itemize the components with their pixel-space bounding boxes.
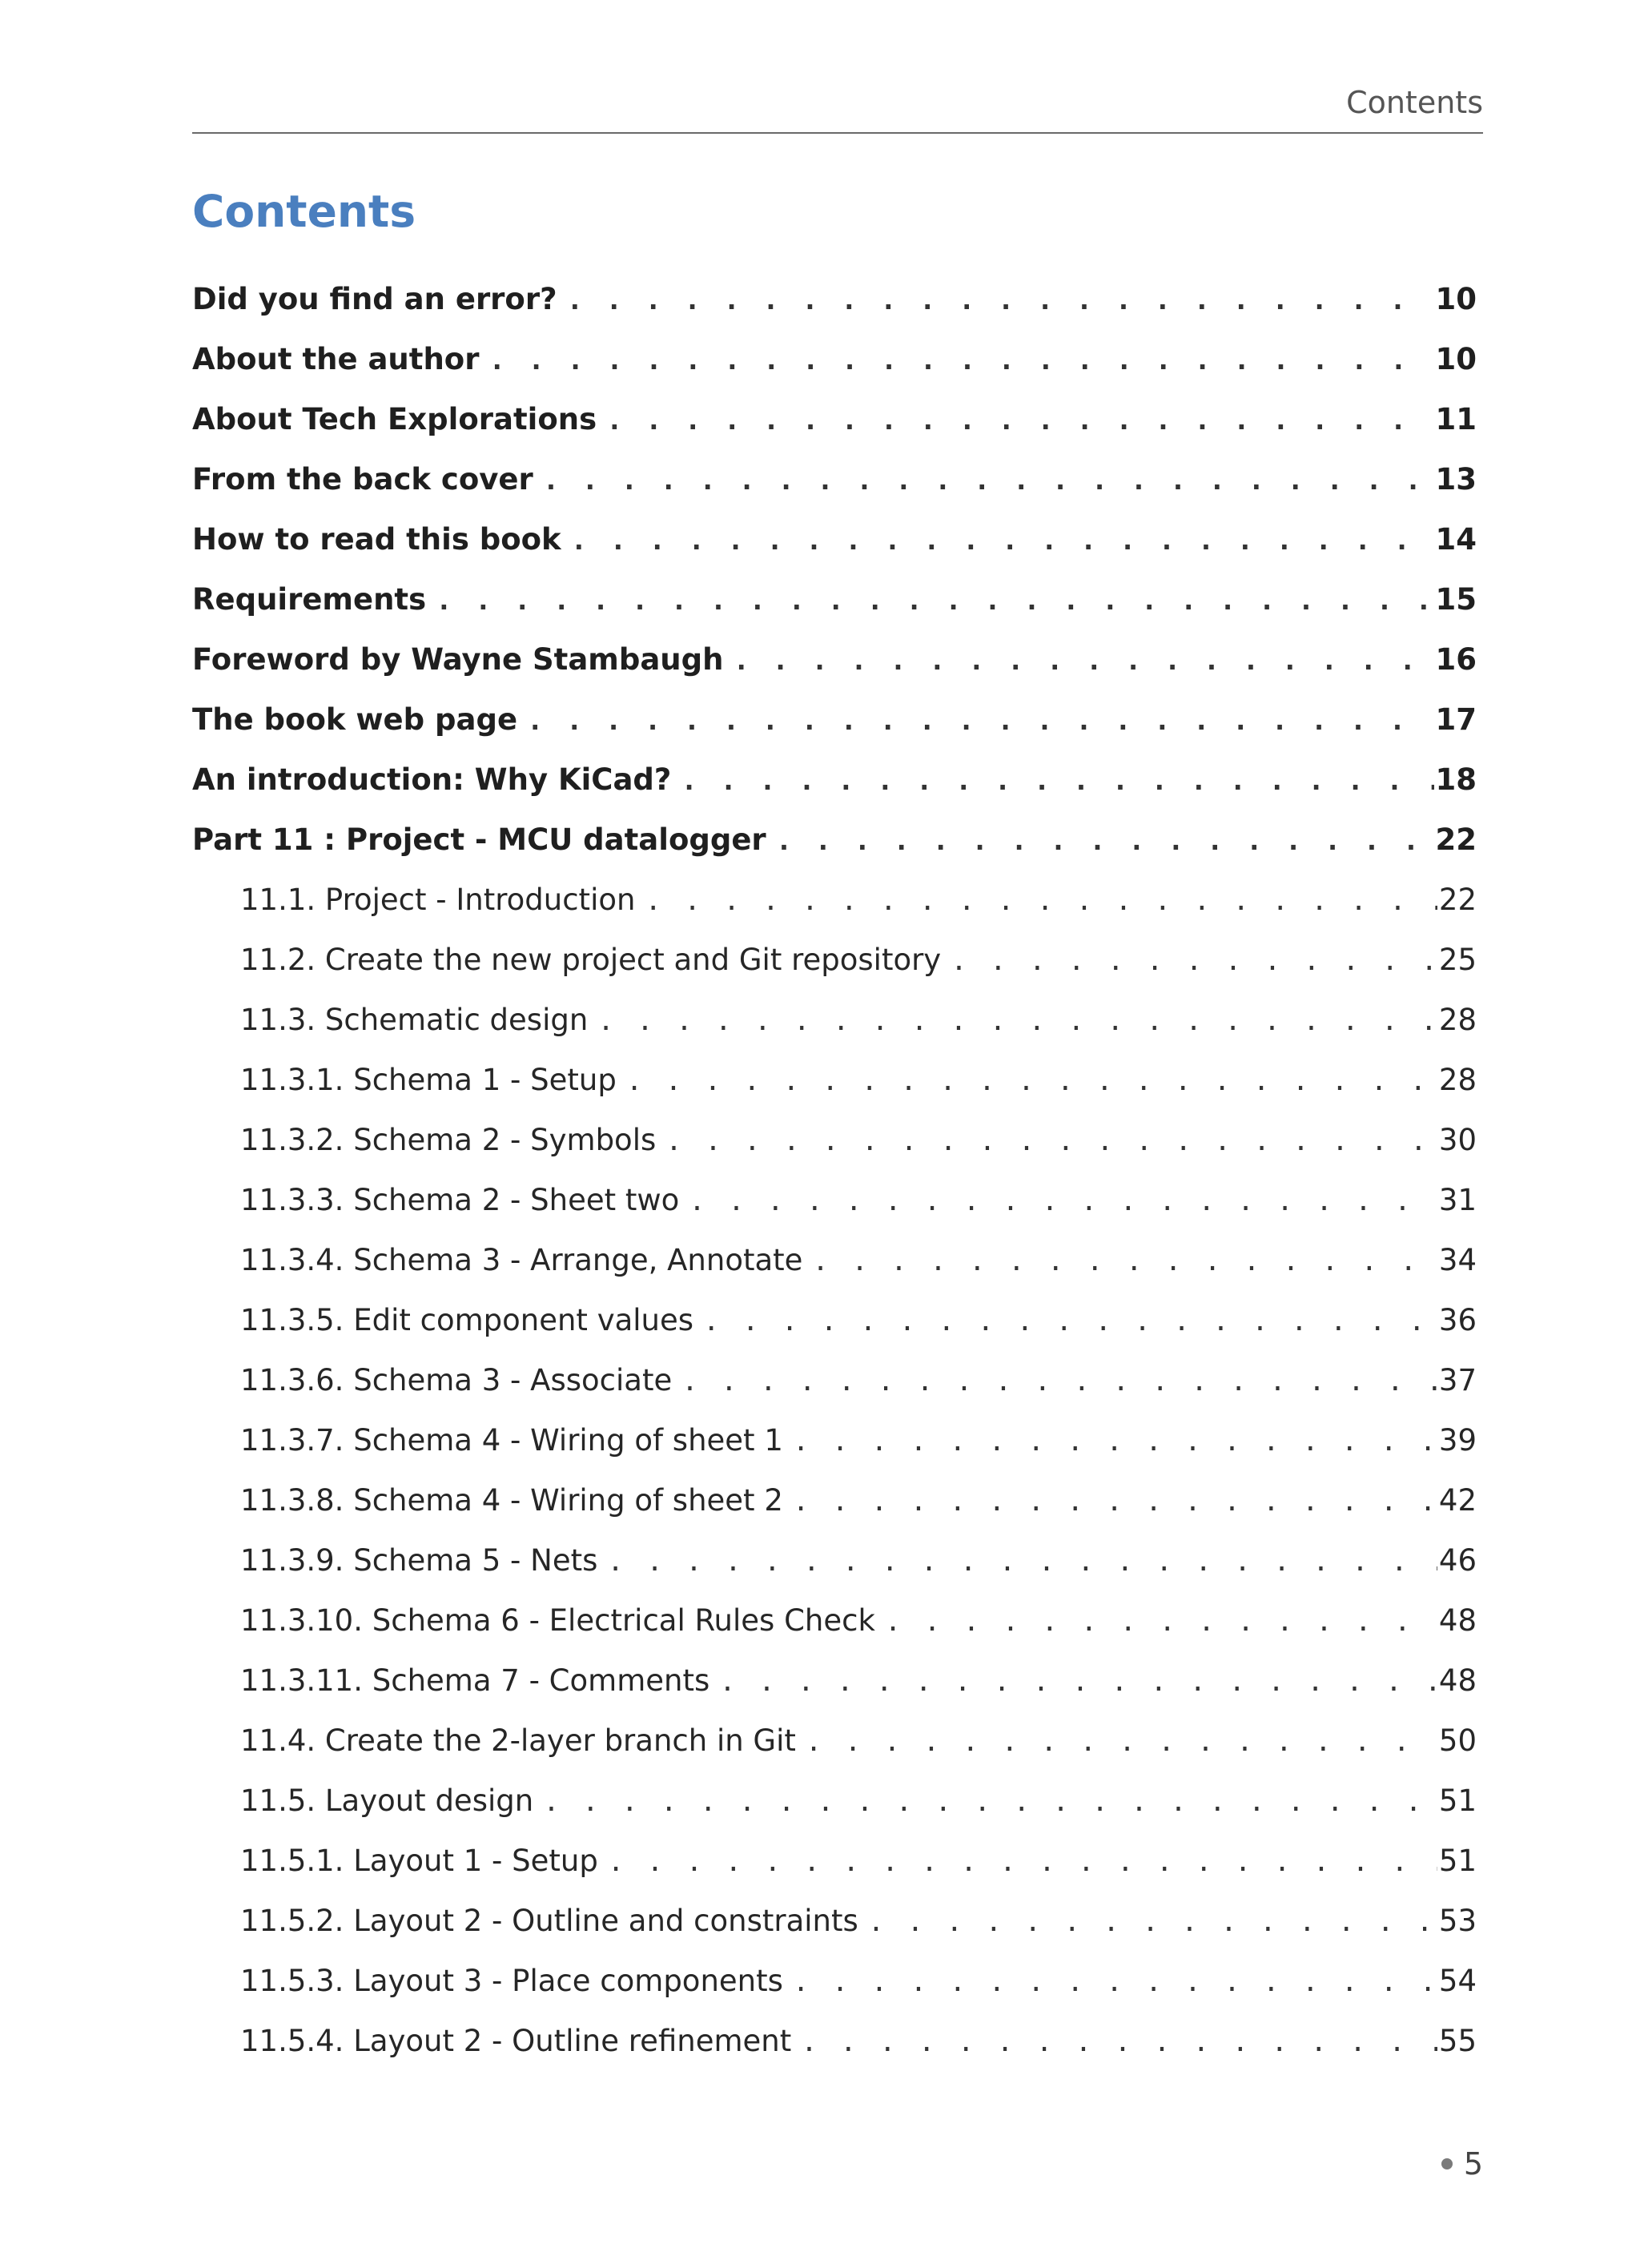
toc-entry-title: 11.5.1. Layout 1 - Setup — [240, 1844, 598, 1878]
running-header: Contents — [1346, 85, 1483, 120]
toc-entry-page: 54 — [1438, 1964, 1477, 1998]
toc-entry[interactable] — [192, 1777, 1477, 1837]
toc-entry[interactable] — [192, 1056, 1477, 1116]
toc-entry-title: 11.3.8. Schema 4 - Wiring of sheet 2 — [240, 1483, 783, 1518]
toc-entry-page: 37 — [1438, 1363, 1477, 1397]
dot-leader — [607, 1538, 1437, 1586]
dot-leader — [885, 1598, 1437, 1646]
toc-entry[interactable] — [192, 396, 1477, 456]
page-footer — [1441, 2146, 1483, 2182]
toc-entry-title: 11.2. Create the new project and Git repository — [240, 943, 942, 977]
toc-entry-title: 11.3.7. Schema 4 - Wiring of sheet 1 — [240, 1423, 783, 1458]
toc-entry-page: 28 — [1438, 1003, 1477, 1037]
toc-entry-page: 16 — [1435, 642, 1477, 677]
toc-entry[interactable] — [192, 1717, 1477, 1777]
dot-leader — [689, 1177, 1437, 1225]
toc-entry-title: From the back cover — [192, 462, 533, 497]
header-rule — [192, 132, 1483, 134]
toc-entry-page: 51 — [1438, 1783, 1477, 1818]
toc-entry-title: 11.5.2. Layout 2 - Outline and constraints — [240, 1904, 858, 1938]
page-number: 5 — [1463, 2146, 1483, 2182]
dot-leader — [626, 1057, 1437, 1105]
toc-entry-page: 39 — [1438, 1423, 1477, 1458]
toc-entry-title: 11.5.4. Layout 2 - Outline refinement — [240, 2024, 792, 2058]
toc-entry-title: Did you find an error? — [192, 282, 557, 316]
dot-leader — [571, 517, 1434, 565]
dot-leader — [793, 1478, 1437, 1526]
dot-leader — [608, 1838, 1437, 1886]
toc-entry[interactable] — [192, 2017, 1477, 2077]
bullet-icon — [1441, 2158, 1453, 2169]
toc-entry-page: 50 — [1438, 1723, 1477, 1758]
toc-entry-page: 13 — [1435, 462, 1477, 497]
toc-entry[interactable] — [192, 696, 1477, 756]
toc-entry[interactable] — [192, 1957, 1477, 2017]
toc-entry[interactable] — [192, 1357, 1477, 1417]
toc-entry[interactable] — [192, 1237, 1477, 1297]
page-title: Contents — [192, 186, 416, 237]
toc-entry[interactable] — [192, 456, 1477, 516]
dot-leader — [543, 1778, 1437, 1826]
toc-entry[interactable] — [192, 1176, 1477, 1237]
dot-leader — [543, 456, 1434, 505]
toc-entry-page: 17 — [1435, 702, 1477, 737]
dot-leader — [812, 1237, 1437, 1285]
toc-entry-page: 18 — [1435, 762, 1477, 797]
dot-leader — [868, 1898, 1437, 1946]
toc-entry-title: Requirements — [192, 582, 427, 617]
toc-entry-title: About the author — [192, 342, 480, 376]
dot-leader — [703, 1297, 1437, 1345]
toc-entry[interactable] — [192, 936, 1477, 996]
toc-entry[interactable] — [192, 1537, 1477, 1597]
toc-entry[interactable] — [192, 1297, 1477, 1357]
toc-entry-title: 11.3.5. Edit component values — [240, 1303, 694, 1337]
toc-entry[interactable] — [192, 996, 1477, 1056]
toc-entry-page: 10 — [1435, 342, 1477, 376]
toc-entry-title: 11.3.9. Schema 5 - Nets — [240, 1543, 598, 1578]
toc-entry[interactable] — [192, 1837, 1477, 1897]
dot-leader — [733, 637, 1433, 685]
toc-entry-title: Foreword by Wayne Stambaugh — [192, 642, 724, 677]
toc-entry-page: 53 — [1438, 1904, 1477, 1938]
toc-entry-page: 46 — [1438, 1543, 1477, 1578]
dot-leader — [951, 937, 1437, 985]
dot-leader — [567, 276, 1434, 324]
dot-leader — [801, 2018, 1437, 2066]
toc-entry[interactable] — [192, 1657, 1477, 1717]
toc-entry-title: Part 11 : Project - MCU datalogger — [192, 822, 766, 857]
toc-entry[interactable] — [192, 1116, 1477, 1176]
toc-entry-title: 11.3.4. Schema 3 - Arrange, Annotate — [240, 1243, 803, 1277]
toc-entry-title: 11.4. Create the 2-layer branch in Git — [240, 1723, 796, 1758]
toc-entry-title: 11.5. Layout design — [240, 1783, 534, 1818]
toc-entry-title: 11.5.3. Layout 3 - Place components — [240, 1964, 783, 1998]
toc-entry[interactable] — [192, 1417, 1477, 1477]
toc-entry-page: 28 — [1438, 1063, 1477, 1097]
toc-entry[interactable] — [192, 756, 1477, 816]
toc-entry-title: 11.3.10. Schema 6 - Electrical Rules Check — [240, 1603, 875, 1638]
dot-leader — [793, 1418, 1437, 1466]
toc-entry-page: 51 — [1438, 1844, 1477, 1878]
toc-entry-page: 48 — [1438, 1603, 1477, 1638]
toc-entry-title: How to read this book — [192, 522, 561, 557]
toc-entry-page: 34 — [1438, 1243, 1477, 1277]
dot-leader — [488, 336, 1433, 384]
toc-entry[interactable] — [192, 1897, 1477, 1957]
toc-entry-page: 14 — [1435, 522, 1477, 557]
toc-entry-page: 48 — [1438, 1663, 1477, 1698]
dot-leader — [665, 1117, 1437, 1165]
toc-entry[interactable] — [192, 516, 1477, 576]
toc-entry-title: 11.3.2. Schema 2 - Symbols — [240, 1123, 657, 1157]
toc-entry-title: 11.1. Project - Introduction — [240, 883, 636, 917]
toc-entry-page: 42 — [1438, 1483, 1477, 1518]
dot-leader — [776, 817, 1434, 865]
toc-entry[interactable] — [192, 636, 1477, 696]
toc-entry[interactable] — [192, 576, 1477, 636]
toc-entry-title: 11.3. Schematic design — [240, 1003, 589, 1037]
toc-entry-title: An introduction: Why KiCad? — [192, 762, 672, 797]
dot-leader — [681, 757, 1433, 805]
toc-entry-page: 31 — [1438, 1183, 1477, 1217]
dot-leader — [436, 577, 1433, 625]
toc-entry-page: 55 — [1438, 2024, 1477, 2058]
dot-leader — [606, 396, 1433, 444]
dot-leader — [645, 877, 1437, 925]
toc-entry-page: 10 — [1435, 282, 1477, 316]
toc-entry[interactable] — [192, 1597, 1477, 1657]
toc-entry[interactable] — [192, 876, 1477, 936]
toc-entry-page: 25 — [1438, 943, 1477, 977]
dot-leader — [793, 1958, 1437, 2006]
toc-entry-title: The book web page — [192, 702, 518, 737]
toc-entry-page: 15 — [1435, 582, 1477, 617]
toc-entry-title: 11.3.11. Schema 7 - Comments — [240, 1663, 710, 1698]
dot-leader — [597, 997, 1437, 1045]
toc-entry-page: 22 — [1435, 822, 1477, 857]
toc-entry-page: 36 — [1438, 1303, 1477, 1337]
dot-leader — [806, 1718, 1437, 1766]
toc-entry[interactable] — [192, 336, 1477, 396]
toc-entry[interactable] — [192, 816, 1477, 876]
table-of-contents — [192, 275, 1477, 2077]
toc-entry-page: 11 — [1435, 402, 1477, 436]
toc-entry-page: 30 — [1438, 1123, 1477, 1157]
toc-entry-title: 11.3.1. Schema 1 - Setup — [240, 1063, 617, 1097]
toc-entry[interactable] — [192, 1477, 1477, 1537]
toc-entry-title: 11.3.3. Schema 2 - Sheet two — [240, 1183, 680, 1217]
dot-leader — [527, 697, 1433, 745]
toc-entry[interactable] — [192, 275, 1477, 336]
toc-entry-title: About Tech Explorations — [192, 402, 597, 436]
dot-leader — [681, 1357, 1437, 1405]
toc-entry-title: 11.3.6. Schema 3 - Associate — [240, 1363, 673, 1397]
toc-entry-page: 22 — [1438, 883, 1477, 917]
dot-leader — [719, 1658, 1437, 1706]
